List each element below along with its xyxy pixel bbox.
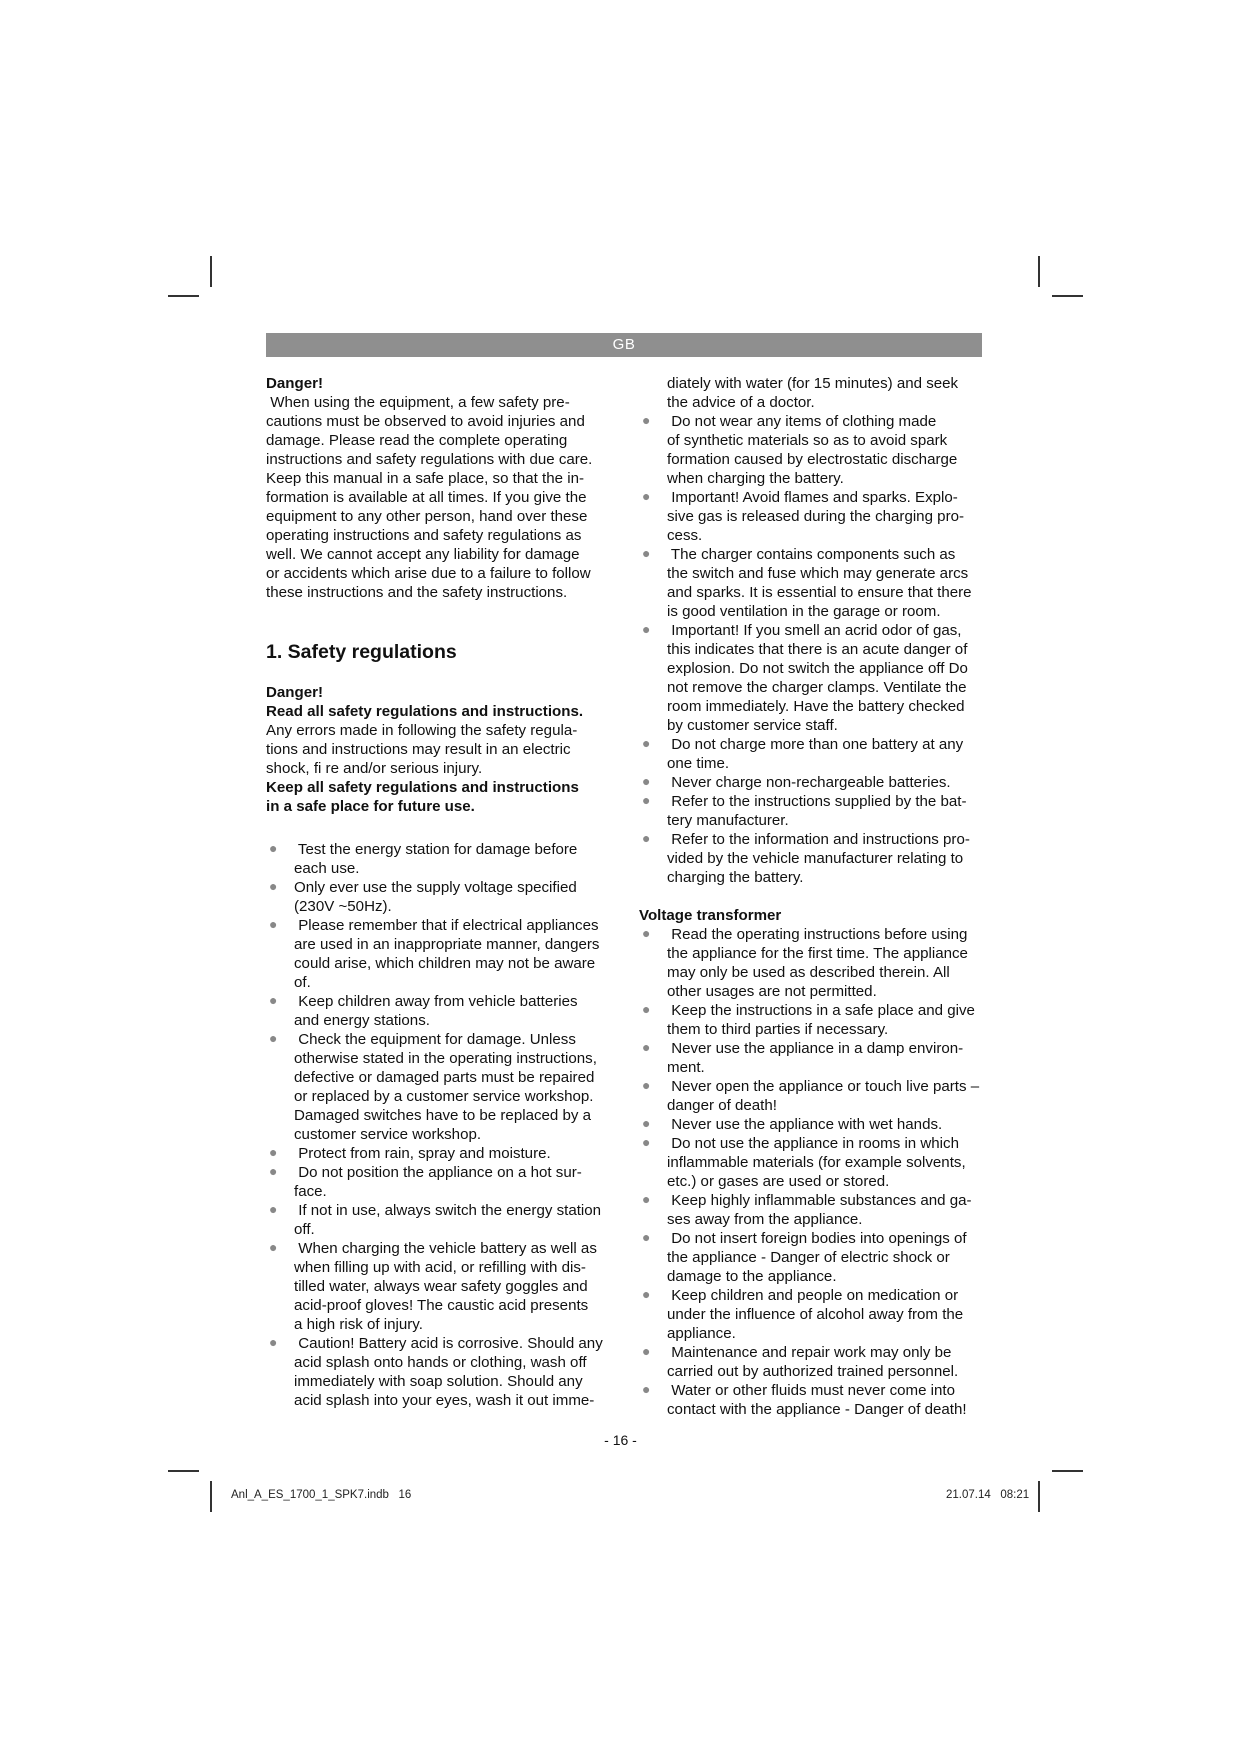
list-item-line: charging the battery.	[667, 869, 804, 886]
list-item-line: the switch and fuse which may generate arcs	[667, 565, 969, 582]
list-item-line: ment.	[667, 1059, 705, 1076]
list-item-line: or replaced by a customer service workshop.	[294, 1088, 594, 1105]
list-item-line: one time.	[667, 755, 730, 772]
list-item-line: acid splash onto hands or clothing, wash off	[294, 1354, 587, 1371]
list-item-line: customer service workshop.	[294, 1126, 482, 1143]
bullet-icon: ●	[642, 773, 651, 789]
text-line: Keep this manual in a safe place, so that the in-	[266, 470, 585, 487]
list-item-line: this indicates that there is an acute danger of	[667, 641, 968, 658]
bullet-icon: ●	[642, 621, 651, 637]
text-line: formation is available at all times. If you give the	[266, 489, 587, 506]
date-time: 21.07.14 08:21	[946, 1489, 1030, 1501]
list-item-line: the appliance for the first time. The appliance	[667, 945, 968, 962]
list-item-line: Maintenance and repair work may only be	[667, 1344, 952, 1361]
text-line: shock, fi re and/or serious injury.	[266, 760, 483, 777]
list-item-line: under the influence of alcohol away from the	[667, 1306, 964, 1323]
list-item-line: Protect from rain, spray and moisture.	[294, 1145, 551, 1162]
list-item-line: Do not position the appliance on a hot sur-	[294, 1164, 582, 1181]
list-item	[639, 1381, 985, 1419]
bullet-icon: ●	[642, 1191, 651, 1207]
list-item-line: Keep children and people on medication or	[667, 1287, 959, 1304]
list-item-line: If not in use, always switch the energy station	[294, 1202, 602, 1219]
list-item-line: Keep highly inflammable substances and ga-	[667, 1192, 972, 1209]
list-item	[639, 830, 985, 887]
list-item-line: Keep children away from vehicle batteries	[294, 993, 578, 1010]
list-item	[639, 545, 985, 621]
bullet-icon: ●	[642, 925, 651, 941]
list-item-line: Never use the appliance with wet hands.	[667, 1116, 943, 1133]
bullet-icon: ●	[269, 1030, 278, 1046]
list-item-line: Do not charge more than one battery at any	[667, 736, 964, 753]
list-item-line: Keep the instructions in a safe place and give	[667, 1002, 975, 1019]
crop-mark-top-left-horizontal	[168, 295, 199, 297]
list-item-line: may only be used as described therein. All	[667, 964, 950, 981]
bullet-icon: ●	[269, 1239, 278, 1255]
list-item-line: Water or other fluids must never come into	[667, 1382, 956, 1399]
bullet-icon: ●	[269, 992, 278, 1008]
text-line: these instructions and the safety instructions.	[266, 584, 568, 601]
text-line: diately with water (for 15 minutes) and seek	[667, 375, 959, 392]
bullet-icon: ●	[642, 1134, 651, 1150]
list-item	[639, 1077, 985, 1115]
list-item-line: immediately with soap solution. Should any	[294, 1373, 583, 1390]
list-item-line: Do not wear any items of clothing made	[667, 413, 937, 430]
text-line: equipment to any other person, hand over these	[266, 508, 588, 525]
bullet-icon: ●	[642, 1286, 651, 1302]
list-item-line: off.	[294, 1221, 315, 1238]
list-item	[639, 488, 985, 545]
list-item-line: Damaged switches have to be replaced by a	[294, 1107, 592, 1124]
text-line: in a safe place for future use.	[266, 798, 475, 815]
bullet-icon: ●	[269, 1163, 278, 1179]
list-item-line: Refer to the instructions supplied by the bat-	[667, 793, 967, 810]
list-item	[639, 1115, 985, 1134]
list-item-line: them to third parties if necessary.	[667, 1021, 889, 1038]
list-item-line: when charging the battery.	[667, 470, 844, 487]
crop-mark-top-left-vertical	[210, 256, 212, 287]
list-item-line: and sparks. It is essential to ensure that there	[667, 584, 972, 601]
list-item	[266, 992, 616, 1030]
list-item-line: by customer service staff.	[667, 717, 838, 734]
language-header-bar	[266, 333, 982, 357]
list-item-line: acid-proof gloves! The caustic acid presents	[294, 1297, 589, 1314]
list-item-line: are used in an inappropriate manner, dangers	[294, 936, 600, 953]
list-item-line: Never charge non-rechargeable batteries.	[667, 774, 951, 791]
file-info: Anl_A_ES_1700_1_SPK7.indb 16	[231, 1489, 412, 1501]
bullet-icon: ●	[269, 840, 278, 856]
list-item	[266, 1030, 616, 1144]
list-item-line: room immediately. Have the battery checked	[667, 698, 965, 715]
bullet-icon: ●	[642, 1001, 651, 1017]
list-item-line: (230V ~50Hz).	[294, 898, 392, 915]
list-item	[639, 1039, 985, 1077]
list-item-line: The charger contains components such as	[667, 546, 956, 563]
list-item	[639, 1229, 985, 1286]
list-item-line: Important! Avoid flames and sparks. Explo-	[667, 489, 958, 506]
list-item-line: otherwise stated in the operating instructions,	[294, 1050, 597, 1067]
text-line: or accidents which arise due to a failure to follow	[266, 565, 591, 582]
list-item-line: when filling up with acid, or refilling with dis-	[294, 1259, 586, 1276]
list-item	[639, 1191, 985, 1229]
crop-mark-bottom-right-horizontal	[1052, 1470, 1083, 1472]
page-number: - 16 -	[604, 1432, 637, 1448]
list-item-line: tery manufacturer.	[667, 812, 789, 829]
list-item-line: Do not insert foreign bodies into openings of	[667, 1230, 967, 1247]
bullet-icon: ●	[642, 1077, 651, 1093]
section-heading: 1. Safety regulations	[266, 641, 457, 663]
list-item-line: When charging the vehicle battery as well as	[294, 1240, 597, 1257]
list-item	[266, 1201, 616, 1239]
list-item	[266, 1334, 616, 1410]
text-line: damage. Please read the complete operating	[266, 432, 568, 449]
list-item-line: other usages are not permitted.	[667, 983, 877, 1000]
list-item-line: Read the operating instructions before using	[667, 926, 968, 943]
list-item	[639, 1134, 985, 1191]
list-item-line: formation caused by electrostatic discharge	[667, 451, 958, 468]
bullet-icon: ●	[642, 1229, 651, 1245]
list-item	[266, 1144, 616, 1163]
list-item	[639, 412, 985, 488]
list-item-line: Check the equipment for damage. Unless	[294, 1031, 576, 1048]
list-item-line: of.	[294, 974, 311, 991]
bullet-icon: ●	[642, 792, 651, 808]
list-item-line: sive gas is released during the charging pro-	[667, 508, 965, 525]
list-item-line: etc.) or gases are used or stored.	[667, 1173, 890, 1190]
list-item	[266, 916, 616, 992]
list-item	[639, 925, 985, 1001]
text-line: well. We cannot accept any liability for damage	[266, 546, 580, 563]
bullet-icon: ●	[269, 878, 278, 894]
list-item-line: Refer to the information and instructions pro-	[667, 831, 970, 848]
list-item-line: appliance.	[667, 1325, 736, 1342]
list-item-line: Only ever use the supply voltage specified	[294, 879, 577, 896]
list-item	[639, 1343, 985, 1381]
continuation-paragraph	[639, 374, 985, 412]
list-item-line: damage to the appliance.	[667, 1268, 837, 1285]
bullet-icon: ●	[642, 1381, 651, 1397]
list-item-line: Do not use the appliance in rooms in which	[667, 1135, 959, 1152]
text-line: When using the equipment, a few safety pre-	[266, 394, 570, 411]
crop-mark-top-right-vertical	[1038, 256, 1040, 287]
list-item	[266, 1239, 616, 1334]
text-line: cautions must be observed to avoid injuries and	[266, 413, 585, 430]
list-item-line: cess.	[667, 527, 703, 544]
list-item-line: explosion. Do not switch the appliance off Do	[667, 660, 968, 677]
list-item-line: a high risk of injury.	[294, 1316, 423, 1333]
list-item-line: vided by the vehicle manufacturer relating to	[667, 850, 964, 867]
text-line: instructions and safety regulations with due care.	[266, 451, 593, 468]
read-all-notice: Read all safety regulations and instructions.	[266, 703, 584, 720]
bullet-icon: ●	[269, 1144, 278, 1160]
voltage-heading: Voltage transformer	[639, 907, 782, 924]
voltage-bullet-list	[639, 925, 985, 1419]
text-line: the advice of a doctor.	[667, 394, 815, 411]
crop-mark-bottom-right-vertical	[1038, 1481, 1040, 1512]
list-item-line: of synthetic materials so as to avoid spark	[667, 432, 948, 449]
list-item	[639, 792, 985, 830]
list-item	[266, 1163, 616, 1201]
list-item-line: each use.	[294, 860, 360, 877]
list-item-line: Important! If you smell an acrid odor of gas,	[667, 622, 962, 639]
bullet-icon: ●	[642, 1343, 651, 1359]
text-line: Any errors made in following the safety regula-	[266, 722, 578, 739]
list-item-line: not remove the charger clamps. Ventilate the	[667, 679, 967, 696]
bullet-icon: ●	[269, 916, 278, 932]
bullet-icon: ●	[269, 1201, 278, 1217]
text-line: Keep all safety regulations and instructions	[266, 779, 579, 796]
list-item	[639, 1286, 985, 1343]
list-item	[266, 878, 616, 916]
list-item-line: and energy stations.	[294, 1012, 430, 1029]
bullet-icon: ●	[642, 412, 651, 428]
danger-title: Danger!	[266, 375, 324, 392]
crop-mark-top-right-horizontal	[1052, 295, 1083, 297]
list-item-line: Please remember that if electrical appliances	[294, 917, 599, 934]
bullet-icon: ●	[642, 545, 651, 561]
intro-paragraph	[266, 393, 616, 602]
text-line: tions and instructions may result in an electric	[266, 741, 571, 758]
list-item-line: acid splash into your eyes, wash it out imme-	[294, 1392, 595, 1409]
list-item-line: Never use the appliance in a damp environ-	[667, 1040, 964, 1057]
list-item	[266, 840, 616, 878]
language-tag: GB	[612, 336, 636, 353]
list-item-line: tilled water, always wear safety goggles and	[294, 1278, 588, 1295]
text-line: operating instructions and safety regulations as	[266, 527, 582, 544]
charging-bullet-list	[639, 412, 985, 887]
crop-mark-bottom-left-horizontal	[168, 1470, 199, 1472]
list-item	[639, 621, 985, 735]
list-item-line: carried out by authorized trained personnel.	[667, 1363, 959, 1380]
list-item-line: Caution! Battery acid is corrosive. Should any	[294, 1335, 603, 1352]
bullet-icon: ●	[269, 1334, 278, 1350]
danger-title-2: Danger!	[266, 684, 324, 701]
list-item-line: contact with the appliance - Danger of death!	[667, 1401, 967, 1418]
list-item-line: could arise, which children may not be aware	[294, 955, 596, 972]
list-item-line: Test the energy station for damage before	[294, 841, 578, 858]
bullet-icon: ●	[642, 735, 651, 751]
list-item-line: defective or damaged parts must be repaired	[294, 1069, 595, 1086]
list-item-line: ses away from the appliance.	[667, 1211, 863, 1228]
bullet-icon: ●	[642, 488, 651, 504]
bullet-icon: ●	[642, 830, 651, 846]
left-column	[266, 374, 616, 1410]
list-item-line: inflammable materials (for example solvents,	[667, 1154, 966, 1171]
list-item	[639, 1001, 985, 1039]
right-column	[639, 374, 985, 1419]
list-item	[639, 735, 985, 773]
list-item-line: Never open the appliance or touch live parts –	[667, 1078, 980, 1095]
keep-all-notice	[266, 778, 616, 816]
bullet-icon: ●	[642, 1039, 651, 1055]
list-item-line: the appliance - Danger of electric shock or	[667, 1249, 950, 1266]
errors-paragraph	[266, 721, 616, 778]
safety-bullet-list	[266, 840, 616, 1410]
list-item-line: is good ventilation in the garage or room.	[667, 603, 941, 620]
crop-mark-bottom-left-vertical	[210, 1481, 212, 1512]
bullet-icon: ●	[642, 1115, 651, 1131]
list-item-line: danger of death!	[667, 1097, 777, 1114]
list-item	[639, 773, 985, 792]
list-item-line: face.	[294, 1183, 327, 1200]
